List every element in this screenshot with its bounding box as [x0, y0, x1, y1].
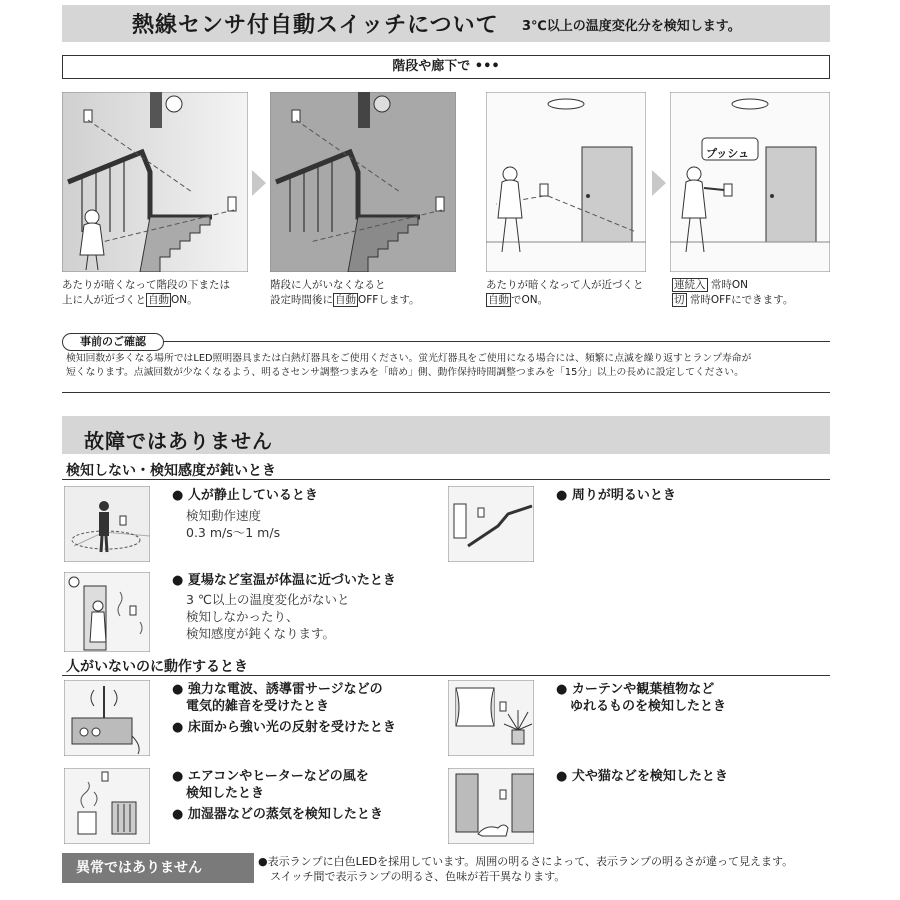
group1-item-3: ● 夏場など室温が体温に近づいたとき 3 ℃以上の温度変化がないと 検知しなかったり、 検知感度が鈍くなります。	[172, 573, 396, 641]
arrow-right-icon	[652, 170, 666, 196]
scene-4-caption: 連続入 常時ON 切 常時OFFにできます。	[674, 279, 794, 306]
stairs-dark-illustration	[62, 92, 248, 272]
push-bubble: プッシュ	[706, 147, 750, 160]
bright-surroundings-illustration	[448, 486, 534, 562]
pet-illustration	[448, 768, 534, 844]
group1-item-2: ● 周りが明るいとき	[556, 488, 676, 503]
section-title-stairs: 階段や廊下で •••	[62, 55, 830, 79]
heater-humidifier-illustration	[64, 768, 150, 844]
group2-title: 人がいないのに動作するとき	[66, 659, 248, 675]
section2-title: 故障ではありません	[84, 429, 273, 453]
group1-rule	[62, 479, 830, 480]
precheck-tag: 事前のご確認	[62, 333, 164, 351]
scene-3-caption: あたりが暗くなって人が近づくと 自動 でON。	[486, 279, 644, 306]
section-divider	[62, 392, 830, 393]
precheck-note: 検知回数が多くなる場所ではLED照明器具または白熱灯器具をご使用ください。蛍光灯器具をご使用になる場合には、頻繁に点滅を繰り返すとランプ寿命が 短くなります。点滅回数が少なくなるよう、明るさセンサ調整つまみを「暗め」側、動作保持時間調整つまみを「15分」以上の長めに設定してください。	[66, 353, 752, 378]
footer-label: 異常ではありません	[62, 853, 254, 883]
group2-rule	[62, 675, 830, 676]
page-subtitle: 3℃以上の温度変化分を検知します。	[522, 19, 741, 34]
footer-note: ●表示ランプに白色LEDを採用しています。周囲の明るさによって、表示ランプの明るさが違って見えます。 スイッチ間で表示ランプの明るさ、色味が若干異なります。	[258, 855, 794, 883]
scene-2-caption: 階段に人がいなくなると 設定時間後に 自動 OFFします。	[270, 279, 420, 306]
person-still-illustration	[64, 486, 150, 562]
group2-item-1: ● 強力な電波、誘導雷サージなどの 電気的雑音を受けたとき ● 床面から強い光の反射を受けたとき	[172, 682, 396, 735]
group2-item-4: ● 犬や猫などを検知したとき	[556, 769, 728, 784]
page-title: 熱線センサ付自動スイッチについて	[132, 13, 499, 38]
group1-title: 検知しない・検知感度が鈍いとき	[66, 463, 276, 479]
curtain-plant-illustration	[448, 680, 534, 756]
footer-label-tip	[240, 853, 254, 883]
stairs-off-illustration	[270, 92, 456, 272]
push-switch-illustration	[670, 92, 830, 272]
radio-noise-illustration	[64, 680, 150, 756]
group2-item-3: ● エアコンやヒーターなどの風を 検知したとき ● 加湿器などの蒸気を検知したとき	[172, 769, 383, 822]
group2-item-2: ● カーテンや観葉植物など ゆれるものを検知したとき	[556, 682, 727, 714]
arrow-right-icon	[252, 170, 266, 196]
group1-item-1: ● 人が静止しているとき 検知動作速度 0.3 m/s～1 m/s	[172, 488, 318, 540]
scene-1-caption: あたりが暗くなって階段の下または 上に人が近づくと 自動 ON。	[62, 279, 230, 306]
hot-room-illustration	[64, 572, 150, 652]
hallway-illustration	[486, 92, 646, 272]
precheck-divider	[162, 341, 830, 342]
